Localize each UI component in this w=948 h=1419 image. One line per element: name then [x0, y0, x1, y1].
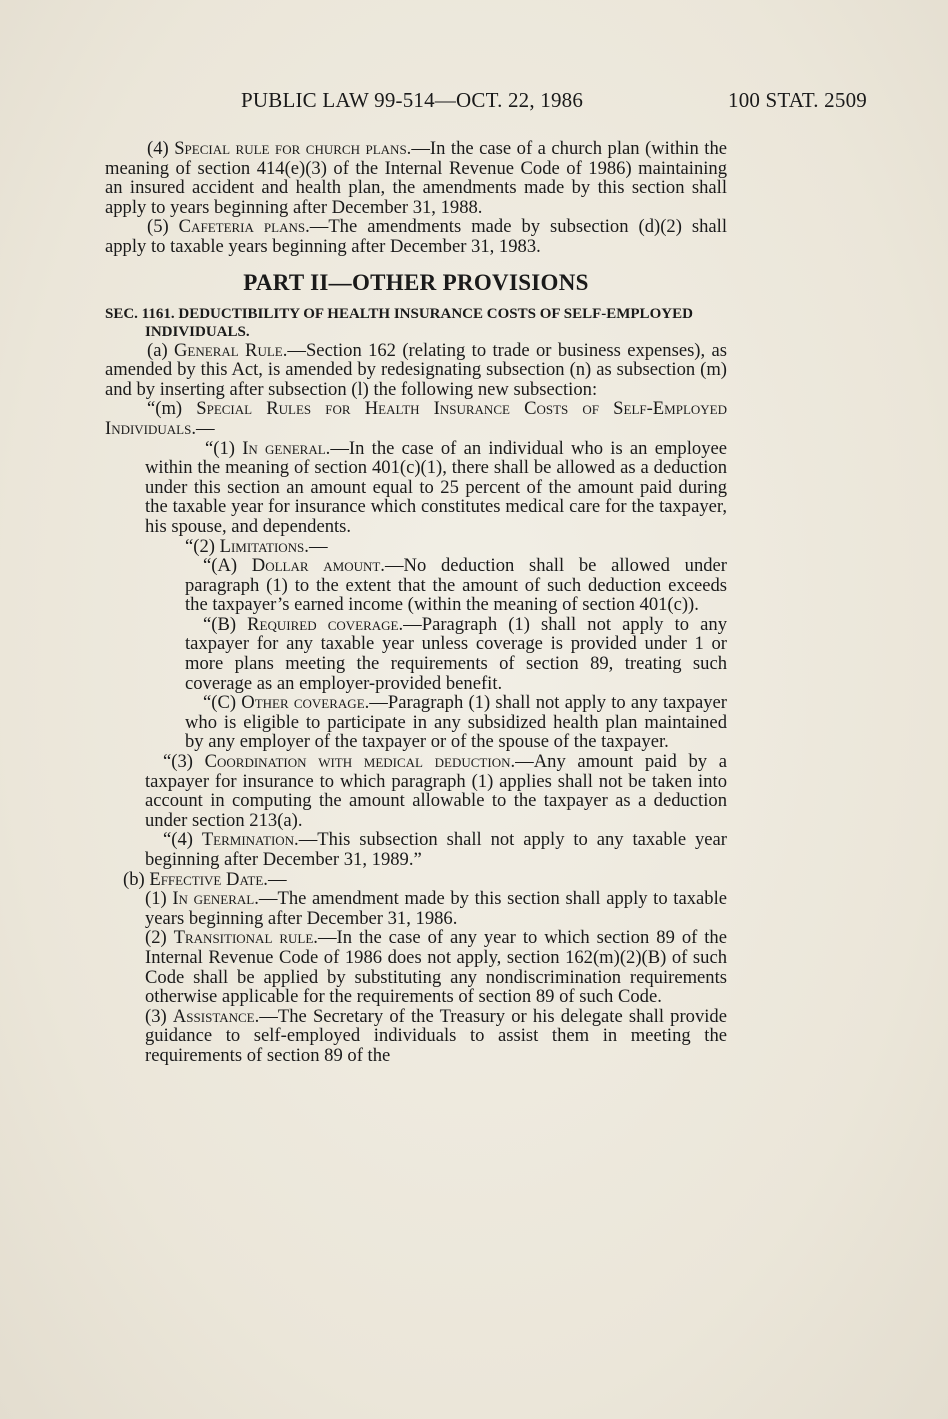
section-title: DEDUCTIBILITY OF HEALTH INSURANCE COSTS OF SELF-EMPLOYED INDIVIDUALS.: [145, 305, 693, 340]
paragraph-number: (2): [145, 927, 174, 949]
subparagraph-m2a: [105, 556, 727, 615]
paragraph-number: “(2): [185, 535, 220, 557]
subsection-b: [105, 870, 727, 890]
paragraph-m3: [105, 752, 727, 830]
subparagraph-text: —Paragraph (1) shall not apply to any taxpayer who is eligible to participate in any subsidized health plan maintained by any employer of the taxpayer or of the spouse of the taxpayer.: [185, 692, 727, 753]
paragraph-heading: Coordination with medical deduction.: [204, 751, 516, 773]
paragraph-4: [105, 139, 727, 217]
subsection-text: —: [267, 868, 287, 890]
paragraph-text: —The Secretary of the Treasury or his delegate shall provide guidance to self-employed individuals to assist them in meeting the requirements of section 89 of the: [145, 1005, 727, 1066]
paragraph-b3: [105, 1007, 727, 1066]
subparagraph-text: —Paragraph (1) shall not apply to any taxpayer for any taxable year unless coverage is provided under 1 or more plans meeting the requirements of section 89, treating such coverage as an employer-provided benefit.: [185, 613, 727, 694]
page-header: [0, 88, 948, 118]
paragraph-text: —Any amount paid by a taxpayer for insurance to which paragraph (1) applies shall not be taken into account in computing the amount allowable to the taxpayer as a deduction under section 213(a).: [145, 751, 727, 831]
subparagraph-m2b: [105, 615, 727, 693]
subsection-heading: Special Rules for Health Insurance Costs of Self-Employed Individuals.: [105, 398, 728, 439]
paragraph-number: (4): [147, 138, 175, 159]
paragraph-text: —The amendment made by this section shall apply to taxable years beginning after December 31, 1986.: [145, 888, 727, 929]
paragraph-heading: In general.: [172, 888, 259, 910]
subparagraph-heading: Dollar amount.: [251, 555, 385, 577]
subsection-a: [105, 341, 727, 400]
paragraph-text: —The amendments made by subsection (d)(2) shall apply to taxable years beginning after December 31, 1983.: [105, 216, 727, 257]
paragraph-heading: Termination.: [201, 829, 299, 851]
paragraph-number: (5): [147, 216, 179, 238]
subparagraph-number: “(B): [203, 613, 248, 635]
paragraph-heading: Cafeteria plans.: [178, 216, 310, 238]
paragraph-heading: In general.: [242, 437, 331, 459]
subparagraph-number: “(C): [203, 692, 242, 714]
subsection-text: —Section 162 (relating to trade or business expenses), as amended by this Act, is amended by redesignating subsection (n) as subsection (m) and by inserting after subsection (l) the following new subsection:: [105, 339, 727, 400]
paragraph-heading: Transitional rule.: [173, 927, 318, 949]
section-number: SEC. 1161.: [105, 305, 179, 322]
paragraph-number: “(3): [163, 751, 205, 773]
paragraph-text: —This subsection shall not apply to any taxable year beginning after December 31, 1989.”: [145, 829, 727, 870]
subsection-number: (b): [123, 868, 150, 890]
paragraph-m4: [105, 830, 727, 869]
stat-page-number: 100 STAT. 2509: [728, 88, 867, 112]
paragraph-b1: [105, 889, 727, 928]
subsection-heading: General Rule.: [174, 339, 288, 361]
paragraph-number: “(4): [163, 829, 202, 851]
paragraph-b2: [105, 928, 727, 1006]
paragraph-m1: [105, 439, 727, 537]
subsection-m: [105, 399, 727, 438]
subparagraph-heading: Other coverage.: [241, 692, 370, 714]
paragraph-heading: Special rule for church plans.: [174, 138, 412, 159]
paragraph-number: “(1): [205, 437, 243, 459]
paragraph-number: (3): [145, 1005, 173, 1027]
paragraph-5: [105, 217, 727, 256]
paragraph-number: (1): [145, 888, 173, 910]
running-head: PUBLIC LAW 99-514—OCT. 22, 1986: [241, 88, 584, 112]
paragraph-heading: Assistance.: [172, 1005, 260, 1027]
part-title: PART II—OTHER PROVISIONS: [243, 269, 589, 295]
subparagraph-heading: Required coverage.: [247, 613, 404, 635]
subparagraph-m2c: [105, 693, 727, 752]
paragraph-heading: Limitations.: [219, 535, 309, 557]
paragraph-text: —: [308, 535, 328, 557]
paragraph-text: —In the case of an individual who is an employee within the meaning of section 401(c)(1), there shall be allowed as a deduction under this section an amount equal to 25 percent of the amount paid during the taxable year for insurance which constitutes medical care for the taxpayer, his spouse, and dependents.: [145, 437, 727, 537]
subparagraph-text: —No deduction shall be allowed under paragraph (1) to the extent that the amount of such deduction exceeds the taxpayer’s earned income (within the meaning of section 401(c)).: [185, 555, 727, 616]
subparagraph-number: “(A): [203, 555, 252, 577]
section-heading: [105, 305, 727, 341]
paragraph-text: —In the case of any year to which section 89 of the Internal Revenue Code of 1986 does not apply, section 162(m)(2)(B) of such Code shall be applied by substituting any nondiscrimination requirements otherwise applicable for the requirements of section 89 of such Code.: [145, 927, 727, 1008]
subsection-text: —: [196, 417, 215, 439]
subsection-number: (a): [147, 339, 174, 361]
subsection-heading: Effective Date.: [149, 868, 268, 890]
subsection-number: “(m): [147, 398, 197, 420]
paragraph-text: —In the case of a church plan (within the meaning of section 414(e)(3) of the Internal Revenue Code of 1986) maintaining an insured accident and health plan, the amendments made by this section shall apply to years beginning after December 31, 1988.: [105, 138, 727, 218]
document-body: [105, 139, 727, 1066]
paragraph-m2: [105, 537, 727, 557]
